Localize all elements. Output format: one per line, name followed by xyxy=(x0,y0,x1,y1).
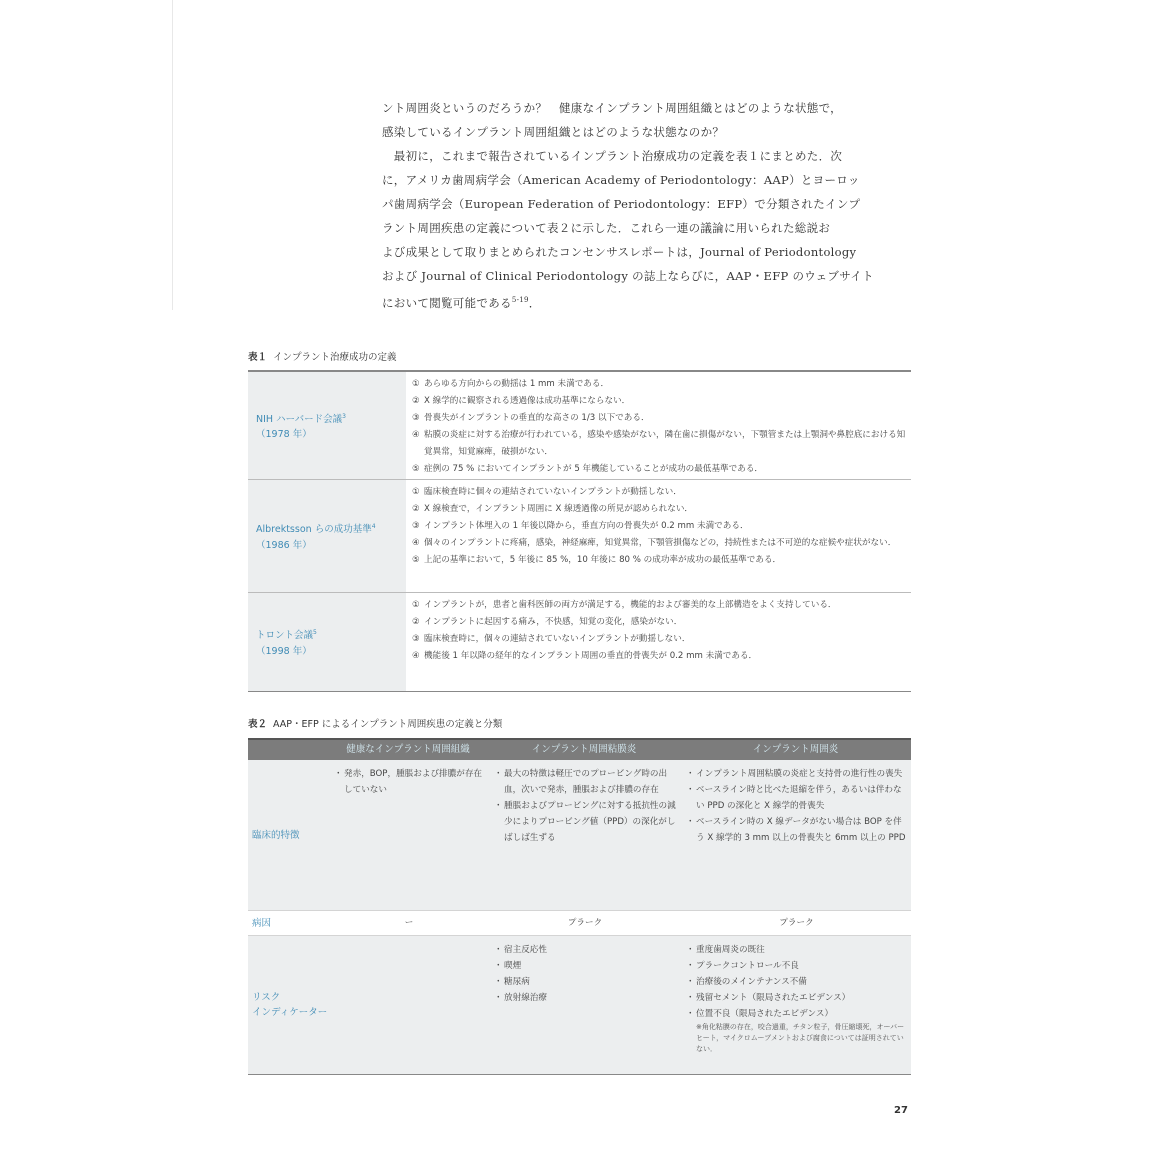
criterion xyxy=(412,614,911,631)
table1-row-header xyxy=(248,593,406,691)
table1-row xyxy=(248,372,911,479)
criterion xyxy=(412,648,911,665)
criterion-number: ② xyxy=(412,396,420,406)
risk-label-line2: インディケーター xyxy=(252,1007,328,1018)
table1-row xyxy=(248,592,911,691)
reference-superscript: 5-19 xyxy=(511,296,529,304)
bullet-item: ・ ベースライン時の X 線データがない場合は BOP を伴う X 線学的 3 mm 以上の骨喪失と 6mm 以上の PPD xyxy=(686,814,907,846)
table2-caption-number: 表２ xyxy=(248,719,268,730)
row-name: Albrektsson らの成功基準 xyxy=(256,524,372,536)
criterion-number: ① xyxy=(412,487,420,497)
criterion xyxy=(412,518,911,535)
cell-healthy-cause: ー xyxy=(404,918,414,928)
criterion-text: インプラントに起因する痛み，不快感，知覚の変化，感染がない． xyxy=(424,617,683,627)
bullet-item: ・ プラークコントロール不良 xyxy=(686,958,907,974)
row-label-risk xyxy=(248,936,328,1074)
cell-peri-implantitis-risk xyxy=(680,936,911,1074)
criterion xyxy=(412,631,911,648)
table1-caption-text: インプラント治療成功の定義 xyxy=(273,352,397,363)
cell-mucositis-clinical xyxy=(488,760,680,910)
body-line: よび成果として取りまとめられたコンセンサスレポートは，Journal of Periodontology xyxy=(382,245,857,259)
criterion-number: ④ xyxy=(412,651,420,661)
bullet-text: プラークコントロール不良 xyxy=(696,961,799,971)
row-year: （1978 年） xyxy=(256,429,312,441)
row-name: NIH ハーバード会議 xyxy=(256,414,343,426)
body-last-end: ． xyxy=(528,295,541,310)
body-paragraph xyxy=(382,96,914,315)
table2-header-row xyxy=(248,738,911,760)
risk-footnote: ※角化粘膜の存在，咬合過重，チタン粒子，骨圧縮壊死，オーバーヒート，マイクロムーブメントおよび腐食については証明されていない． xyxy=(696,1023,905,1053)
table1-caption-number: 表１ xyxy=(248,352,268,363)
bullet-item: ・ 放射線治療 xyxy=(494,990,676,1006)
body-line: 感染しているインプラント周囲組織とはどのような状態なのか？ xyxy=(382,125,725,139)
criterion-text: 骨喪失がインプラントの垂直的な高さの 1/3 以下である． xyxy=(424,413,650,423)
bullet-text: 治療後のメインテナンス不備 xyxy=(696,977,807,987)
row-sup: 5 xyxy=(313,629,317,637)
criterion-number: ① xyxy=(412,379,420,389)
criterion-number: ③ xyxy=(412,521,420,531)
criterion-number: ② xyxy=(412,617,420,627)
criterion-text: 粘膜の炎症に対する治療が行われている，感染や感染がない，隣在歯に損傷がない，下顎管または上顎洞や鼻腔底における知覚異常，知覚麻痺，破損がない． xyxy=(424,430,906,457)
body-line: 最初に，これまで報告されているインプラント治療成功の定義を表１にまとめた．次 xyxy=(382,149,843,163)
criterion xyxy=(412,410,911,427)
bullet-item: ・ 残留セメント（限局されたエビデンス） xyxy=(686,990,907,1006)
criterion xyxy=(412,552,911,569)
body-line: ラント周囲疾患の定義について表２に示した．これら一連の議論に用いられた総説お xyxy=(382,221,831,235)
bullet-text: 宿主反応性 xyxy=(504,945,547,955)
criterion-number: ③ xyxy=(412,413,420,423)
body-line: パ歯周病学会（European Federation of Periodontology：EFP）で分類されたインプ xyxy=(382,197,861,211)
criterion xyxy=(412,461,911,478)
criterion-text: インプラント体埋入の 1 年後以降から，垂直方向の骨喪失が 0.2 mm 未満である． xyxy=(424,521,749,531)
table1-criteria-list xyxy=(406,480,911,592)
bullet-text: インプラント周囲粘膜の炎症と支持骨の進行性の喪失 xyxy=(696,769,903,779)
table1-row-header xyxy=(248,480,406,592)
bullet-item: ・ 腫脹およびプロービングに対する抵抗性の減少によりプロービング値（PPD）の深化がしばしば生ずる xyxy=(494,798,676,846)
criterion-number: ① xyxy=(412,600,420,610)
header-mucositis: インプラント周囲粘膜炎 xyxy=(531,744,637,755)
criterion xyxy=(412,376,911,393)
table1-success-definitions xyxy=(248,370,911,692)
body-line: に，アメリカ歯周病学会（American Academy of Periodontology：AAP）とヨーロッ xyxy=(382,173,860,187)
bullet-item: ・ 位置不良（限局されたエビデンス） xyxy=(686,1006,907,1022)
criterion-text: 臨床検査時に個々の連結されていないインプラントが動揺しない． xyxy=(424,487,682,497)
bullet-item: ・ ベースライン時と比べた退縮を伴う，あるいは伴わない PPD の深化と X 線学的骨喪失 xyxy=(686,782,907,814)
criterion xyxy=(412,501,911,518)
header-peri-implantitis: インプラント周囲炎 xyxy=(752,744,839,755)
bullet-text: 最大の特徴は軽圧でのプロービング時の出血，次いで発赤，腫脹および排膿の存在 xyxy=(504,769,668,795)
criterion xyxy=(412,484,911,501)
criterion-text: 症例の 75 % においてインプラントが 5 年機能していることが成功の最低基準である． xyxy=(424,464,764,474)
bullet-item: ・ 治療後のメインテナンス不備 xyxy=(686,974,907,990)
header-cell-empty xyxy=(248,740,328,760)
criterion-text: インプラントが，患者と歯科医師の両方が満足する，機能的および審美的な上部構造をよく支持している． xyxy=(424,600,837,610)
cell-peri-implantitis-cause: プラーク xyxy=(779,918,814,928)
row-name: トロント会議 xyxy=(256,630,314,642)
criterion-text: 上記の基準において，5 年後に 85 %，10 年後に 80 % の成功率が成功の最低基準である． xyxy=(424,555,782,565)
bullet-item: ・ 最大の特徴は軽圧でのプロービング時の出血，次いで発赤，腫脹および排膿の存在 xyxy=(494,766,676,798)
criterion-number: ④ xyxy=(412,538,420,548)
header-healthy: 健康なインプラント周囲組織 xyxy=(346,744,470,755)
bullet-text: 発赤，BOP，腫脹および排膿が存在していない xyxy=(344,769,483,795)
cell-mucositis-risk xyxy=(488,936,680,1074)
bullet-text: 位置不良（限局されたエビデンス） xyxy=(696,1009,834,1019)
body-line-last xyxy=(382,288,914,315)
table1-criteria-list xyxy=(406,593,911,691)
criterion xyxy=(412,427,911,461)
bullet-item: ・ 糖尿病 xyxy=(494,974,676,990)
cell-healthy-clinical xyxy=(328,760,488,910)
body-line: ント周囲炎というのだろうか？ 健康なインプラント周囲組織とはどのような状態で， xyxy=(382,101,842,115)
cell-healthy-risk xyxy=(328,936,488,1074)
page-number: 27 xyxy=(894,1105,908,1116)
criterion-text: 個々のインプラントに疼痛，感染，神経麻痺，知覚異常，下顎管損傷などの，持続性または不可逆的な症候や症状がない． xyxy=(424,538,897,548)
bullet-item: ・ インプラント周囲粘膜の炎症と支持骨の進行性の喪失 xyxy=(686,766,907,782)
table1-criteria-list xyxy=(406,372,911,479)
table2-disease-classification xyxy=(248,738,911,1075)
criterion-text: X 線学的に観察される透過像は成功基準にならない． xyxy=(424,396,631,406)
table1-row-header xyxy=(248,372,406,479)
table2-caption xyxy=(248,716,502,730)
criterion-number: ② xyxy=(412,504,420,514)
table1-row xyxy=(248,479,911,592)
bullet-item: ・ 発赤，BOP，腫脹および排膿が存在していない xyxy=(334,766,484,798)
row-year: （1986 年） xyxy=(256,539,312,551)
row-label-clinical: 臨床的特徴 xyxy=(252,829,300,841)
table2-row-cause xyxy=(248,910,911,936)
bullet-text: 残留セメント（限局されたエビデンス） xyxy=(696,993,851,1003)
bullet-text: 腫脹およびプロービングに対する抵抗性の減少によりプロービング値（PPD）の深化がしばしば生ずる xyxy=(504,801,676,843)
bullet-item: ・ 宿主反応性 xyxy=(494,942,676,958)
criterion-text: 機能後 1 年以降の経年的なインプラント周囲の垂直的骨喪失が 0.2 mm 未満である． xyxy=(424,651,758,661)
criterion-number: ⑤ xyxy=(412,464,420,474)
bullet-item: ・ 喫煙 xyxy=(494,958,676,974)
criterion-text: 臨床検査時に，個々の連結されていないインプラントが動揺しない． xyxy=(424,634,691,644)
bullet-text: 糖尿病 xyxy=(504,977,530,987)
row-label-cause: 病因 xyxy=(252,917,272,929)
row-year: （1998 年） xyxy=(256,645,312,657)
risk-label-line1: リスク xyxy=(252,992,281,1003)
bullet-text: ベースライン時の X 線データがない場合は BOP を伴う X 線学的 3 mm 以上の骨喪失と 6mm 以上の PPD xyxy=(696,817,906,843)
criterion xyxy=(412,597,911,614)
criterion-number: ④ xyxy=(412,430,420,440)
criterion xyxy=(412,393,911,410)
criterion-text: X 線検査で，インプラント周囲に X 線透過像の所見が認められない． xyxy=(424,504,694,514)
bullet-text: 重度歯周炎の既往 xyxy=(696,945,765,955)
cell-mucositis-cause: プラーク xyxy=(567,918,603,928)
body-last-text: において閲覧可能である xyxy=(382,295,512,310)
row-sup: 3 xyxy=(342,412,346,420)
table1-caption xyxy=(248,349,397,363)
criterion-text: あらゆる方向からの動揺は 1 mm 未満である． xyxy=(424,379,610,389)
bullet-item: ・ 重度歯周炎の既往 xyxy=(686,942,907,958)
bullet-text: 放射線治療 xyxy=(504,993,547,1003)
table2-row-clinical xyxy=(248,760,911,910)
table2-row-risk xyxy=(248,936,911,1074)
bullet-text: 喫煙 xyxy=(504,961,522,971)
criterion xyxy=(412,535,911,552)
margin-rule xyxy=(172,0,173,310)
cell-peri-implantitis-clinical xyxy=(680,760,911,910)
criterion-number: ③ xyxy=(412,634,420,644)
bullet-text: ベースライン時と比べた退縮を伴う，あるいは伴わない PPD の深化と X 線学的骨喪失 xyxy=(696,785,902,811)
body-line: および Journal of Clinical Periodontology の誌上ならびに，AAP・EFP のウェブサイト xyxy=(382,269,874,283)
table2-caption-text: AAP・EFP によるインプラント周囲疾患の定義と分類 xyxy=(273,719,503,730)
criterion-number: ⑤ xyxy=(412,555,420,565)
row-sup: 4 xyxy=(371,523,376,531)
